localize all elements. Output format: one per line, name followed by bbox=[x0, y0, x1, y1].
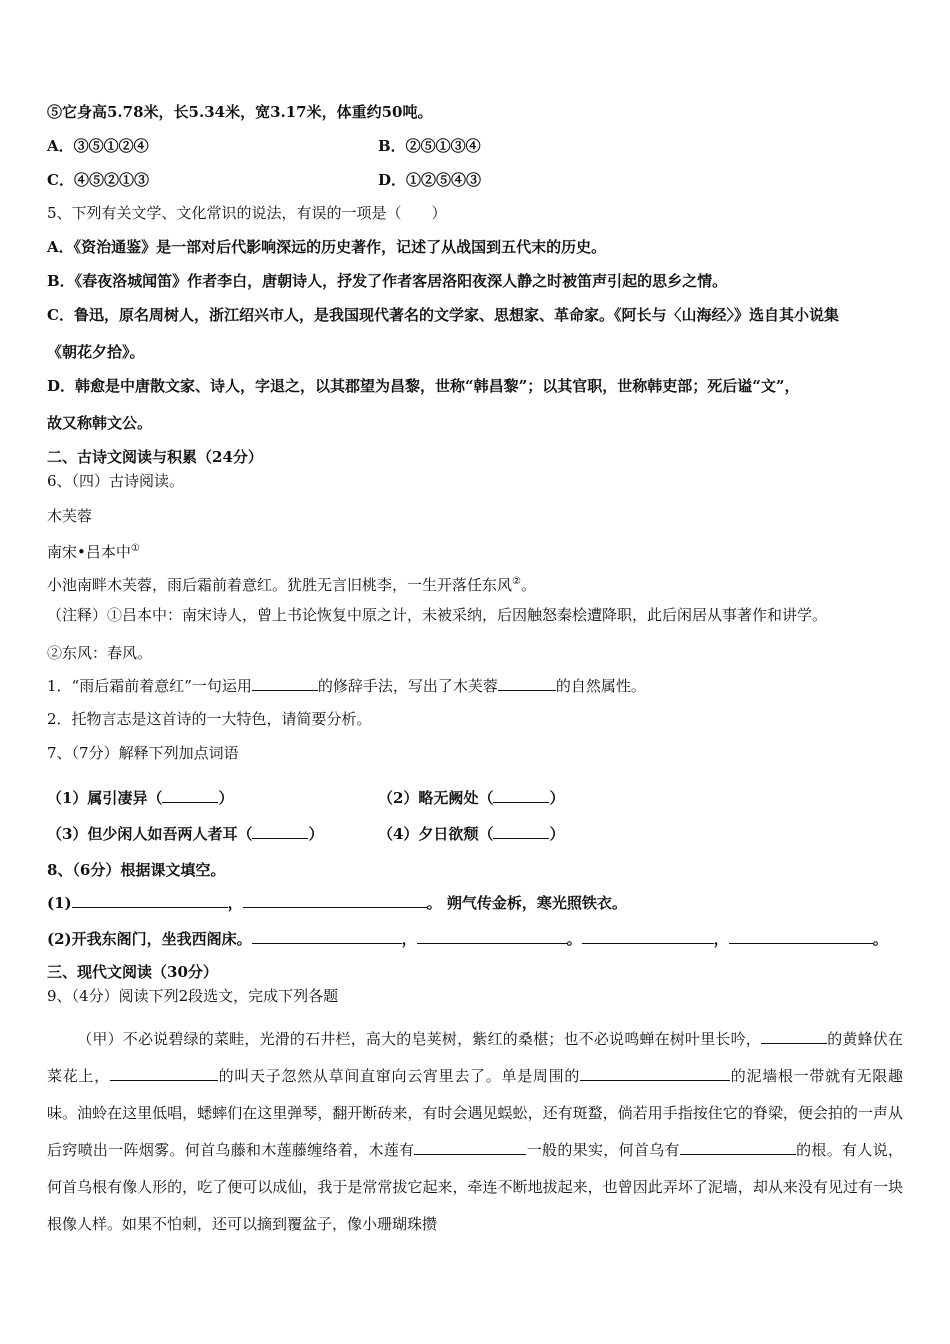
q5-option-c-line1: C．鲁迅，原名周树人，浙江绍兴市人，是我国现代著名的文学家、思想家、革命家。《阿长与〈山海经〉》选自其小说集 bbox=[47, 306, 839, 324]
q6-stem: 6、（四）古诗阅读。 bbox=[47, 472, 185, 490]
q8-line2 bbox=[47, 929, 888, 949]
q4-option-c: C．④⑤②①③ bbox=[47, 171, 149, 189]
period: 。 bbox=[872, 930, 888, 948]
q6-sub1-a: 1．“雨后霜前着意红”一句运用 bbox=[47, 677, 252, 695]
q7-item2 bbox=[378, 788, 564, 808]
answer-blank[interactable] bbox=[680, 1140, 796, 1155]
answer-blank[interactable] bbox=[580, 1066, 730, 1081]
section2-title: 二、古诗文阅读与积累（24分） bbox=[47, 448, 263, 466]
verse-text: 小池南畔木芙蓉，雨后霜前着意红。犹胜无言旧桃李，一生开落任东风 bbox=[47, 576, 513, 594]
q8-line1 bbox=[47, 893, 627, 913]
q7-stem: 7、（7分）解释下列加点词语 bbox=[47, 744, 239, 762]
q8-line1-label: (1) bbox=[47, 894, 72, 912]
close-paren: ） bbox=[218, 789, 234, 807]
q4-option-a: A．③⑤①②④ bbox=[47, 137, 149, 155]
q6-sub2: 2．托物言志是这首诗的一大特色，请简要分析。 bbox=[47, 710, 372, 728]
poem-note-1: （注释）①吕本中：南宋诗人，曾上书论恢复中原之计，未被采纳，后因触怒秦桧遭降职，此后闲居从事著作和讲学。 bbox=[47, 606, 828, 624]
poem-note-2: ②东风：春风。 bbox=[47, 644, 153, 662]
close-paren: ） bbox=[549, 825, 565, 843]
q7-item4 bbox=[378, 824, 564, 844]
q6-sub1-c: 的自然属性。 bbox=[555, 677, 646, 695]
poem-verse bbox=[47, 572, 536, 595]
q5-option-d-line2: 故又称韩文公。 bbox=[47, 414, 153, 432]
q5-option-b: B．《春夜洛城闻笛》作者李白，唐朝诗人，抒发了作者客居洛阳夜深人静之时被笛声引起的思乡之情。 bbox=[47, 272, 728, 290]
q4-option-b: B．②⑤①③④ bbox=[378, 137, 481, 155]
passage-text: 的根。有人说，何首乌根有像人形的，吃了便可以成仙，我于是常常拔它起来，牵连不断地拔起来，也曾因此弄坏了泥墙，却从来没有见过有一块根像人样。如果不怕刺，还可以摘到覆盆子，像小珊瑚珠攒 bbox=[47, 1141, 903, 1233]
q8-line2-text: (2)开我东阁门，坐我西阁床。 bbox=[47, 930, 252, 948]
answer-blank[interactable] bbox=[761, 1029, 827, 1044]
answer-blank[interactable] bbox=[414, 1140, 526, 1155]
q8-stem bbox=[47, 860, 225, 880]
verse-end: 。 bbox=[520, 576, 536, 594]
answer-blank[interactable] bbox=[582, 929, 714, 944]
author-footnote-mark: ① bbox=[130, 543, 140, 554]
author-text: 南宋•吕本中 bbox=[47, 543, 131, 561]
q6-sub1-b: 的修辞手法，写出了木芙蓉 bbox=[317, 677, 498, 695]
answer-blank[interactable] bbox=[417, 929, 567, 944]
comma: ， bbox=[713, 930, 729, 948]
close-paren: ） bbox=[549, 789, 565, 807]
comma: ， bbox=[227, 894, 243, 912]
q7-item3-text: （3）但少闲人如吾两人者耳（ bbox=[47, 825, 253, 843]
q9-stem: 9、（4分）阅读下列2段选文，完成下列各题 bbox=[47, 987, 339, 1005]
q7-item1 bbox=[47, 788, 233, 808]
q7-item4-text: （4）夕日欲颓（ bbox=[378, 825, 494, 843]
section3-title: 三、现代文阅读（30分） bbox=[47, 963, 218, 981]
q5-stem: 5、下列有关文学、文化常识的说法，有误的一项是（ ） bbox=[47, 204, 447, 222]
q8-line1-end: 。 朔气传金柝，寒光照铁衣。 bbox=[426, 894, 627, 912]
q7-item3 bbox=[47, 824, 323, 844]
q4-item5: ⑤它身高5.78米，长5.34米，宽3.17米，体重约50吨。 bbox=[47, 103, 433, 121]
answer-blank[interactable] bbox=[72, 893, 228, 908]
answer-blank[interactable] bbox=[252, 929, 402, 944]
passage-text: 的黄蜂伏在菜花上， bbox=[47, 1030, 903, 1085]
answer-blank[interactable] bbox=[252, 824, 308, 839]
passage-text: （甲）不必说碧绿的菜畦，光滑的石井栏，高大的皂荚树，紫红的桑椹；也不必说鸣蝉在树叶里长吟， bbox=[77, 1030, 761, 1048]
poem-title: 木芙蓉 bbox=[47, 507, 93, 525]
comma: ， bbox=[401, 930, 417, 948]
q5-option-a: A．《资治通鉴》是一部对后代影响深远的历史著作，记述了从战国到五代末的历史。 bbox=[47, 238, 607, 256]
verse-footnote-mark: ② bbox=[512, 576, 521, 587]
answer-blank[interactable] bbox=[493, 788, 549, 803]
reading-passage-jia bbox=[47, 1021, 903, 1243]
q7-item2-text: （2）略无阙处（ bbox=[378, 789, 494, 807]
answer-blank[interactable] bbox=[493, 824, 549, 839]
q5-option-d-line1: D．韩愈是中唐散文家、诗人，字退之，以其郡望为昌黎，世称“韩昌黎”；以其官职，世称韩吏部；死后谥“文”， bbox=[47, 377, 800, 395]
answer-blank[interactable] bbox=[110, 1066, 218, 1081]
answer-blank[interactable] bbox=[243, 893, 427, 908]
passage-text: 一般的果实，何首乌有 bbox=[526, 1141, 680, 1159]
q5-option-c-line2: 《朝花夕拾》。 bbox=[47, 343, 145, 361]
period: 。 bbox=[566, 930, 582, 948]
answer-blank[interactable] bbox=[162, 788, 218, 803]
q4-option-d: D．①②⑤④③ bbox=[378, 171, 482, 189]
poem-author bbox=[47, 539, 140, 562]
answer-blank[interactable] bbox=[498, 676, 556, 691]
q8-stem-text: 8、（6分）根据课文填空。 bbox=[47, 861, 226, 879]
passage-text: 的叫天子忽然从草间直窜向云宵里去了。单是周围的 bbox=[217, 1067, 581, 1085]
answer-blank[interactable] bbox=[252, 676, 318, 691]
q7-item1-text: （1）属引凄异（ bbox=[47, 789, 163, 807]
passage-text: 的泥墙根一带就有无限趣味。油蛉在这里低唱，蟋蟀们在这里弹琴，翻开断砖来，有时会遇见蜈蚣，还有斑蝥，倘若用手指按住它的脊梁，便会拍的一声从后窍喷出一阵烟雾。何首乌藤和木莲藤缠络着，木莲有 bbox=[47, 1067, 903, 1159]
answer-blank[interactable] bbox=[729, 929, 873, 944]
close-paren: ） bbox=[308, 825, 324, 843]
q6-sub1 bbox=[47, 676, 646, 696]
